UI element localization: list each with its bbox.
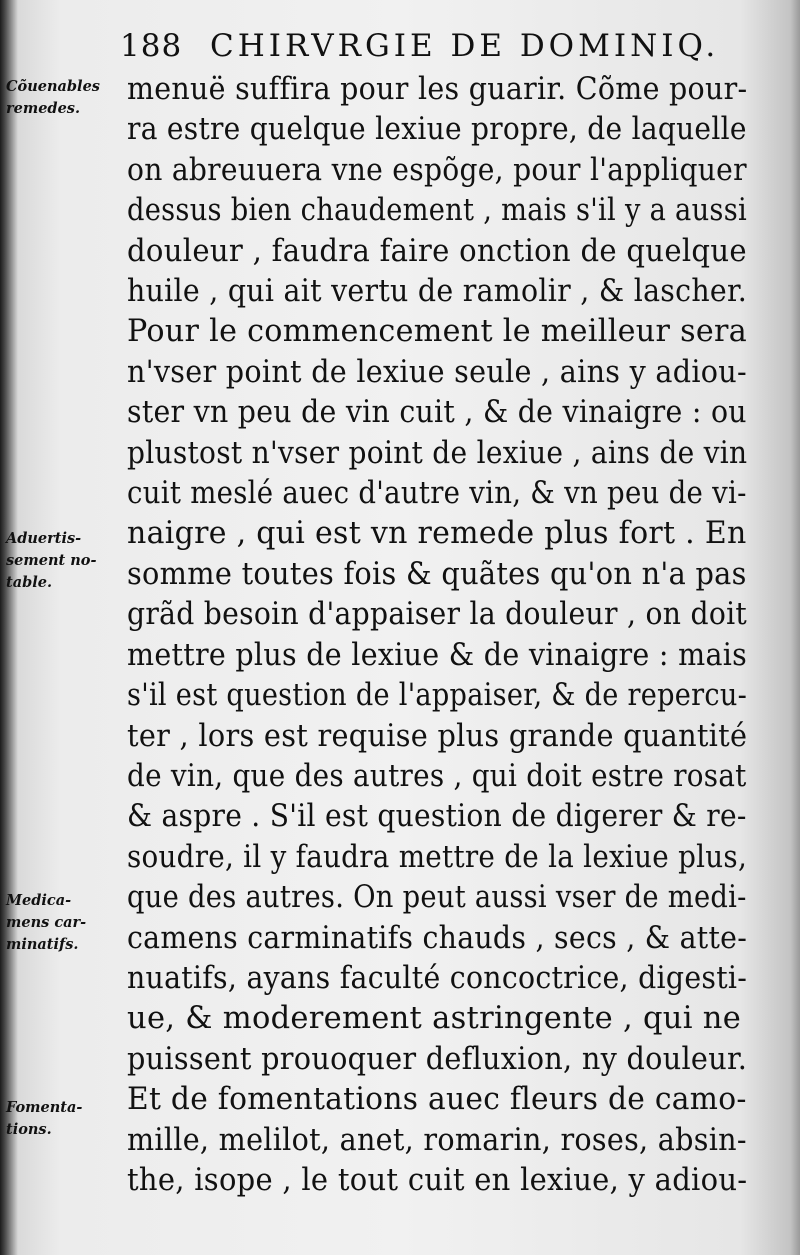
text-line: n'vser point de lexiue seule , ains y adiou- [127, 354, 747, 390]
text-line: que des autres. On peut aussi vser de medi- [127, 880, 747, 916]
body-text [127, 70, 747, 1201]
text-line: mille, melilot, anet, romarin, roses, absin- [127, 1122, 747, 1158]
text-line: naigre , qui est vn remede plus fort . En [127, 516, 747, 552]
text-line: Pour le commencement le meilleur sera [127, 314, 748, 350]
text-line: Et de fomentations auec fleurs de camo- [127, 1082, 747, 1118]
text-line: camens carminatifs chauds , secs , & atte- [127, 920, 748, 956]
text-line: & aspre . S'il est question de digerer & re- [127, 799, 747, 835]
running-header [120, 28, 720, 64]
text-line: cuit meslé auec d'autre vin, & vn peu de vi- [127, 476, 747, 512]
text-line: huile , qui ait vertu de ramolir , & lascher. [127, 274, 748, 310]
text-line: ue, & moderement astringente , qui ne [127, 1001, 742, 1037]
margin-note-line: mens car- [6, 914, 87, 931]
text-line: soudre, il y faudra mettre de la lexiue plus, [127, 839, 748, 875]
margin-note-line: Fomenta- [6, 1099, 83, 1116]
margin-note-line: Aduertis- [6, 530, 82, 547]
margin-note-line: table. [6, 574, 53, 591]
text-line: ster vn peu de vin cuit , & de vinaigre : ou [127, 395, 747, 431]
text-line: s'il est question de l'appaiser, & de repercu- [127, 678, 748, 714]
margin-note [6, 528, 96, 594]
text-line: douleur , faudra faire onction de quelque [127, 233, 747, 269]
text-line: nuatifs, ayans faculté concoctrice, digesti- [127, 960, 748, 996]
text-line: mettre plus de lexiue & de vinaigre : mais [127, 637, 748, 673]
margin-note-line: Medica- [6, 892, 72, 909]
text-line: on abreuuera vne espõge, pour l'appliquer [127, 152, 747, 188]
margin-note-line: remedes. [6, 100, 81, 117]
margin-note [6, 1097, 82, 1141]
margin-note [6, 890, 86, 956]
margin-note [6, 76, 100, 120]
text-line: ra estre quelque lexiue propre, de laquelle [127, 112, 747, 148]
text-line: puissent prouoquer defluxion, ny douleur. [127, 1041, 748, 1077]
text-line: ter , lors est requise plus grande quantité [127, 718, 748, 754]
running-title: CHIRVRGIE DE DOMINIQ. [210, 28, 720, 64]
text-line: somme toutes fois & quãtes qu'on n'a pas [127, 556, 747, 592]
text-line: plustost n'vser point de lexiue , ains de vin [127, 435, 748, 471]
margin-note-line: tions. [6, 1121, 52, 1138]
text-line: dessus bien chaudement , mais s'il y a aussi [127, 193, 747, 229]
text-line: grãd besoin d'appaiser la douleur , on doit [127, 597, 748, 633]
text-line: de vin, que des autres , qui doit estre rosat [127, 758, 747, 794]
margin-note-line: sement no- [6, 552, 97, 569]
text-line: menuë suffira pour les guarir. Cõme pour- [127, 72, 748, 107]
margin-note-line: minatifs. [6, 936, 79, 953]
margin-note-line: Cõuenables [6, 78, 100, 95]
text-line: the, isope , le tout cuit en lexiue, y adiou- [127, 1162, 748, 1198]
page-number: 188 [120, 28, 183, 64]
